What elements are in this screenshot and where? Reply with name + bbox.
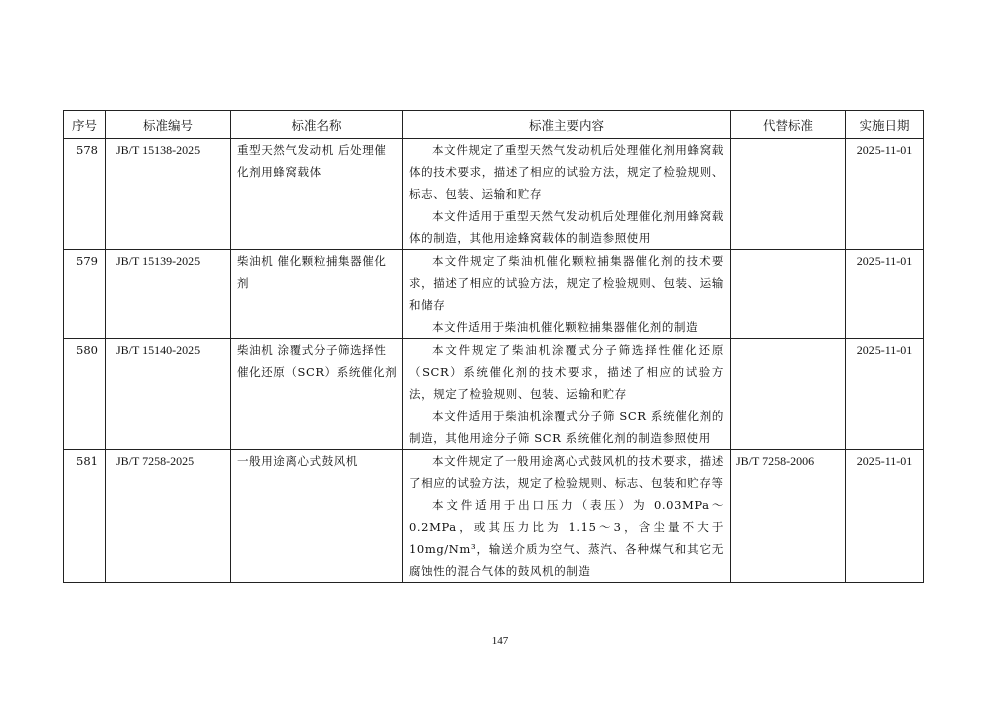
header-standard-code: 标准编号 bbox=[106, 111, 231, 139]
standard-code: JB/T 15140-2025 bbox=[116, 343, 201, 357]
standard-code: JB/T 15138-2025 bbox=[116, 143, 201, 157]
standard-name: 重型天然气发动机 后处理催化剂用蜂窝载体 bbox=[237, 143, 387, 179]
table-header-row bbox=[64, 111, 924, 139]
serial-no: 581 bbox=[76, 454, 98, 468]
header-main-content: 标准主要内容 bbox=[403, 111, 731, 139]
main-content bbox=[403, 339, 730, 449]
main-content bbox=[403, 139, 730, 249]
replaced-standard: JB/T 7258-2006 bbox=[736, 454, 815, 468]
effective-date: 2025-11-01 bbox=[856, 143, 913, 157]
content-paragraph: 本文件适用于重型天然气发动机后处理催化剂用蜂窝载体的制造，其他用途蜂窝载体的制造参照使用 bbox=[409, 209, 724, 245]
content-paragraph: 本文件适用于柴油机催化颗粒捕集器催化剂的制造 bbox=[432, 320, 699, 334]
effective-date: 2025-11-01 bbox=[856, 254, 913, 268]
table-row bbox=[64, 339, 924, 450]
main-content bbox=[403, 450, 730, 582]
main-content bbox=[403, 250, 730, 338]
content-paragraph: 本文件规定了一般用途离心式鼓风机的技术要求，描述了相应的试验方法，规定了检验规则、标志、包装和贮存等 bbox=[409, 454, 724, 490]
standard-name: 一般用途离心式鼓风机 bbox=[237, 454, 358, 468]
header-serial-no: 序号 bbox=[64, 111, 106, 139]
table-row bbox=[64, 139, 924, 250]
standard-code: JB/T 7258-2025 bbox=[116, 454, 195, 468]
serial-no: 580 bbox=[76, 343, 98, 357]
header-replaces: 代替标准 bbox=[731, 111, 846, 139]
standards-table bbox=[63, 110, 924, 583]
table-row bbox=[64, 450, 924, 583]
standard-name: 柴油机 催化颗粒捕集器催化剂 bbox=[237, 254, 387, 290]
content-paragraph: 本文件适用于柴油机涂覆式分子筛 SCR 系统催化剂的制造，其他用途分子筛 SCR 系统催化剂的制造参照使用 bbox=[409, 409, 724, 445]
standard-code: JB/T 15139-2025 bbox=[116, 254, 201, 268]
page-number: 147 bbox=[491, 635, 509, 647]
effective-date: 2025-11-01 bbox=[856, 454, 913, 468]
content-paragraph: 本文件规定了柴油机涂覆式分子筛选择性催化还原（SCR）系统催化剂的技术要求，描述了相应的试验方法，规定了检验规则、包装、运输和贮存 bbox=[409, 343, 724, 401]
serial-no: 579 bbox=[76, 254, 98, 268]
content-paragraph: 本文件适用于出口压力（表压）为 0.03MPa～0.2MPa，或其压力比为 1.15～3，含尘量不大于 10mg/Nm³，输送介质为空气、蒸汽、各种煤气和其它无腐蚀性的混合气体的鼓风机的制造 bbox=[409, 498, 724, 578]
header-effective-date: 实施日期 bbox=[846, 111, 924, 139]
standard-name: 柴油机 涂覆式分子筛选择性催化还原（SCR）系统催化剂 bbox=[237, 343, 398, 379]
effective-date: 2025-11-01 bbox=[856, 343, 913, 357]
serial-no: 578 bbox=[76, 143, 98, 157]
table-row bbox=[64, 250, 924, 339]
content-paragraph: 本文件规定了重型天然气发动机后处理催化剂用蜂窝载体的技术要求，描述了相应的试验方法，规定了检验规则、标志、包装、运输和贮存 bbox=[409, 143, 724, 201]
header-standard-name: 标准名称 bbox=[231, 111, 403, 139]
content-paragraph: 本文件规定了柴油机催化颗粒捕集器催化剂的技术要求，描述了相应的试验方法，规定了检验规则、包装、运输和储存 bbox=[409, 254, 724, 312]
